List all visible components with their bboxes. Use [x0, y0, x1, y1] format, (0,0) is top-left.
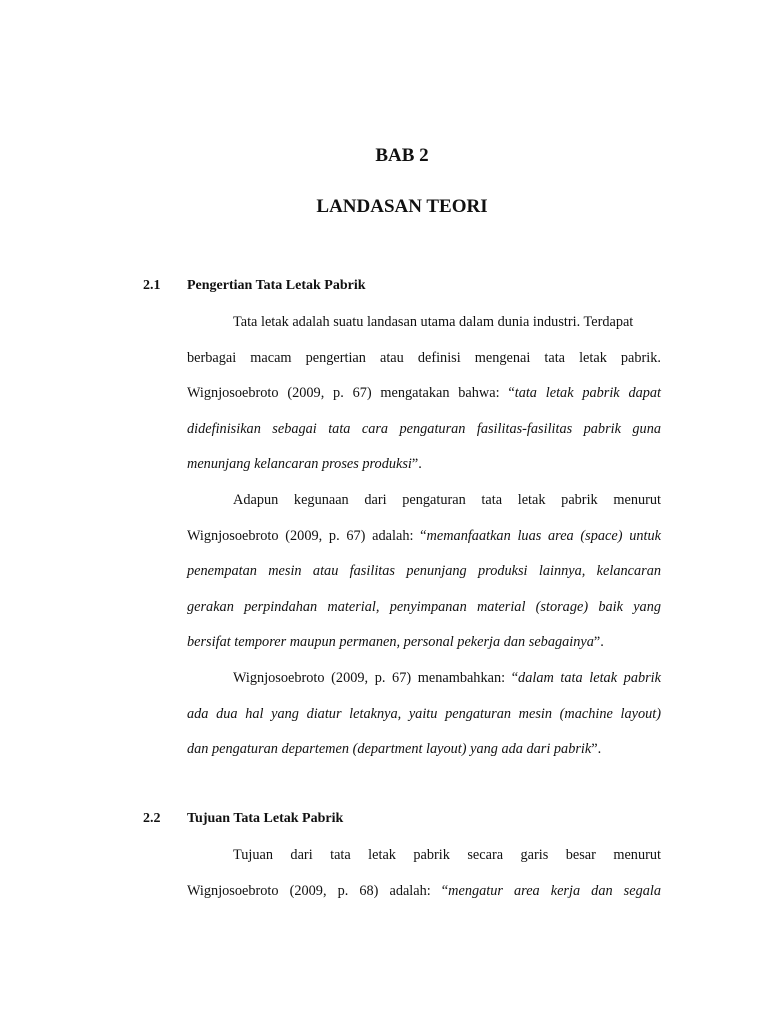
- paragraph-line: Adapun kegunaan dari pengaturan tata letak pabrik menurut: [233, 492, 661, 508]
- chapter-title: LANDASAN TEORI: [316, 196, 488, 217]
- paragraph-line: didefinisikan sebagai tata cara pengaturan fasilitas-fasilitas pabrik guna: [187, 421, 661, 437]
- section-number: 2.1: [143, 278, 161, 293]
- section-heading: [143, 811, 343, 827]
- section-number: 2.2: [143, 811, 161, 826]
- paragraph-line: bersifat temporer maupun permanen, personal pekerja dan sebagainya”.: [187, 634, 604, 650]
- paragraph-line: Tujuan dari tata letak pabrik secara garis besar menurut: [233, 847, 661, 863]
- section-heading: [143, 278, 366, 294]
- paragraph-line: Wignjosoebroto (2009, p. 67) mengatakan bahwa: “tata letak pabrik dapat: [187, 385, 662, 401]
- chapter-number: BAB 2: [375, 145, 429, 166]
- paragraph-line: gerakan perpindahan material, penyimpanan material (storage) baik yang: [187, 599, 661, 615]
- section-title: Tujuan Tata Letak Pabrik: [187, 811, 344, 826]
- paragraph-line: Tata letak adalah suatu landasan utama dalam dunia industri. Terdapat: [233, 314, 634, 330]
- paragraph-line: berbagai macam pengertian atau definisi mengenai tata letak pabrik.: [187, 350, 661, 366]
- paragraph-line: penempatan mesin atau fasilitas penunjang produksi lainnya, kelancaran: [187, 563, 661, 579]
- section-title: Pengertian Tata Letak Pabrik: [187, 278, 366, 293]
- paragraph-line: Wignjosoebroto (2009, p. 67) adalah: “memanfaatkan luas area (space) untuk: [187, 528, 661, 544]
- paragraph-line: ada dua hal yang diatur letaknya, yaitu pengaturan mesin (machine layout): [187, 706, 661, 722]
- paragraph-line: Wignjosoebroto (2009, p. 68) adalah: “mengatur area kerja dan segala: [187, 883, 661, 899]
- paragraph-line: Wignjosoebroto (2009, p. 67) menambahkan: “dalam tata letak pabrik: [233, 670, 661, 686]
- paragraph-line: menunjang kelancaran proses produksi”.: [187, 456, 422, 472]
- paragraph-line: dan pengaturan departemen (department layout) yang ada dari pabrik”.: [187, 741, 602, 757]
